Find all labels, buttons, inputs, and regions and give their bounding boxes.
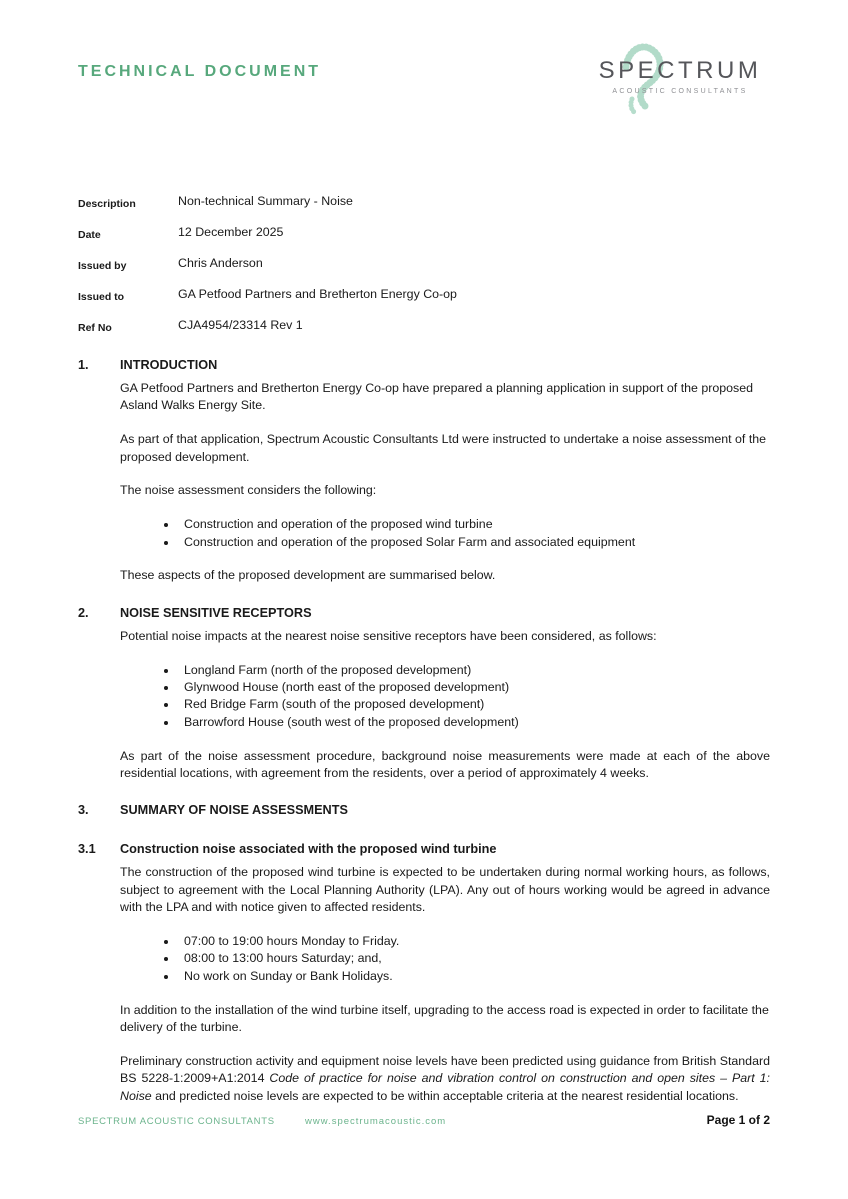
meta-label: Ref No	[78, 322, 112, 334]
logo-tagline: ACOUSTIC CONSULTANTS	[612, 88, 748, 95]
paragraph: Potential noise impacts at the nearest noise sensitive receptors have been considered, as follows:	[120, 628, 657, 643]
text-run: Preliminary construction activity and equipment noise levels have been predicted using guidance from British Standard BS 5228-1:2009+A1:2014	[120, 1053, 770, 1086]
meta-row-ref-no	[78, 317, 770, 337]
doc-type-title: TECHNICAL DOCUMENT	[78, 63, 322, 80]
text-run-italic: Code of practice for noise and vibration control on construction and open sites – Part 1: Noise	[120, 1071, 770, 1103]
bullet-list	[120, 933, 770, 985]
meta-value: Non-technical Summary - Noise	[178, 194, 353, 208]
page-footer	[78, 1113, 770, 1127]
section-construction-noise-wind-turbine	[78, 841, 770, 1105]
meta-value: 12 December 2025	[178, 225, 284, 239]
paragraph: The noise assessment considers the following:	[120, 483, 377, 498]
section-heading	[78, 357, 770, 374]
section-body	[120, 628, 770, 783]
section-body	[120, 864, 770, 1105]
section-introduction	[78, 357, 770, 585]
section-body	[120, 380, 770, 585]
meta-row-description	[78, 193, 770, 213]
meta-label: Issued by	[78, 260, 127, 272]
meta-row-date	[78, 224, 770, 244]
bullet-item: • Construction and operation of the proposed Solar Farm and associated equipment	[178, 534, 770, 551]
section-heading	[78, 605, 770, 622]
section-number: 3.	[78, 803, 89, 818]
section-summary-of-noise-assessments	[78, 802, 770, 819]
meta-row-issued-to	[78, 286, 770, 306]
bullet-item: • No work on Sunday or Bank Holidays.	[178, 968, 770, 985]
paragraph: As part of the noise assessment procedure, background noise measurements were made at each of the above residential locations, with agreement from the residents, over a period of approximately 4 weeks.	[120, 748, 770, 781]
section-title: INTRODUCTION	[120, 358, 218, 372]
paragraph	[120, 1053, 770, 1105]
footer-page-number: Page 1 of 2	[706, 1113, 770, 1127]
bullet-item: • Glynwood House (north east of the proposed development)	[178, 679, 770, 696]
section-number: 3.1	[78, 842, 96, 857]
bullet-item: • Longland Farm (north of the proposed development)	[178, 662, 770, 679]
bullet-item: • 08:00 to 13:00 hours Saturday; and,	[178, 950, 770, 967]
document-meta-table	[78, 193, 770, 337]
meta-value: Chris Anderson	[178, 256, 263, 270]
company-logo	[590, 43, 770, 95]
bullet-item: • 07:00 to 19:00 hours Monday to Friday.	[178, 933, 770, 950]
bullet-list	[120, 662, 770, 732]
section-title: Construction noise associated with the proposed wind turbine	[120, 842, 497, 857]
header	[78, 55, 770, 135]
paragraph: GA Petfood Partners and Bretherton Energy Co-op have prepared a planning application in support of the proposed Asland Walks Energy Site.	[120, 381, 754, 413]
text-run: and predicted noise levels are expected to be within acceptable criteria at the nearest residential locations.	[151, 1088, 739, 1103]
section-heading	[78, 841, 770, 858]
footer-company-name: SPECTRUM ACOUSTIC CONSULTANTS	[78, 1116, 275, 1127]
section-title: NOISE SENSITIVE RECEPTORS	[120, 605, 312, 620]
meta-row-issued-by	[78, 255, 770, 275]
paragraph: As part of that application, Spectrum Acoustic Consultants Ltd were instructed to undertake a noise assessment of the proposed development.	[120, 432, 767, 464]
footer-website: www.spectrumacoustic.com	[305, 1116, 447, 1127]
meta-value: CJA4954/23314 Rev 1	[178, 318, 303, 332]
logo-wordmark: SPECTRUM	[598, 57, 762, 84]
section-noise-sensitive-receptors	[78, 605, 770, 783]
paragraph: These aspects of the proposed development are summarised below.	[120, 568, 496, 583]
section-heading	[78, 802, 770, 819]
paragraph: The construction of the proposed wind turbine is expected to be undertaken during normal working hours, as follows, subject to agreement with the Local Planning Authority (LPA). Any out of hours working would be agreed in advance with the LPA and with notice given to affected residents.	[120, 865, 770, 915]
meta-value: GA Petfood Partners and Bretherton Energy Co-op	[178, 287, 457, 301]
bullet-item: • Construction and operation of the proposed wind turbine	[178, 516, 770, 533]
bullet-item: • Barrowford House (south west of the proposed development)	[178, 714, 770, 731]
section-number: 1.	[78, 358, 89, 372]
paragraph: In addition to the installation of the wind turbine itself, upgrading to the access road is expected in order to facilitate the delivery of the turbine.	[120, 1002, 769, 1035]
section-number: 2.	[78, 605, 89, 620]
meta-label: Issued to	[78, 291, 125, 303]
bullet-item: • Red Bridge Farm (south of the proposed development)	[178, 696, 770, 713]
section-title: SUMMARY OF NOISE ASSESSMENTS	[120, 803, 348, 818]
meta-label: Description	[78, 198, 136, 210]
meta-label: Date	[78, 229, 101, 241]
bullet-list	[120, 516, 770, 551]
